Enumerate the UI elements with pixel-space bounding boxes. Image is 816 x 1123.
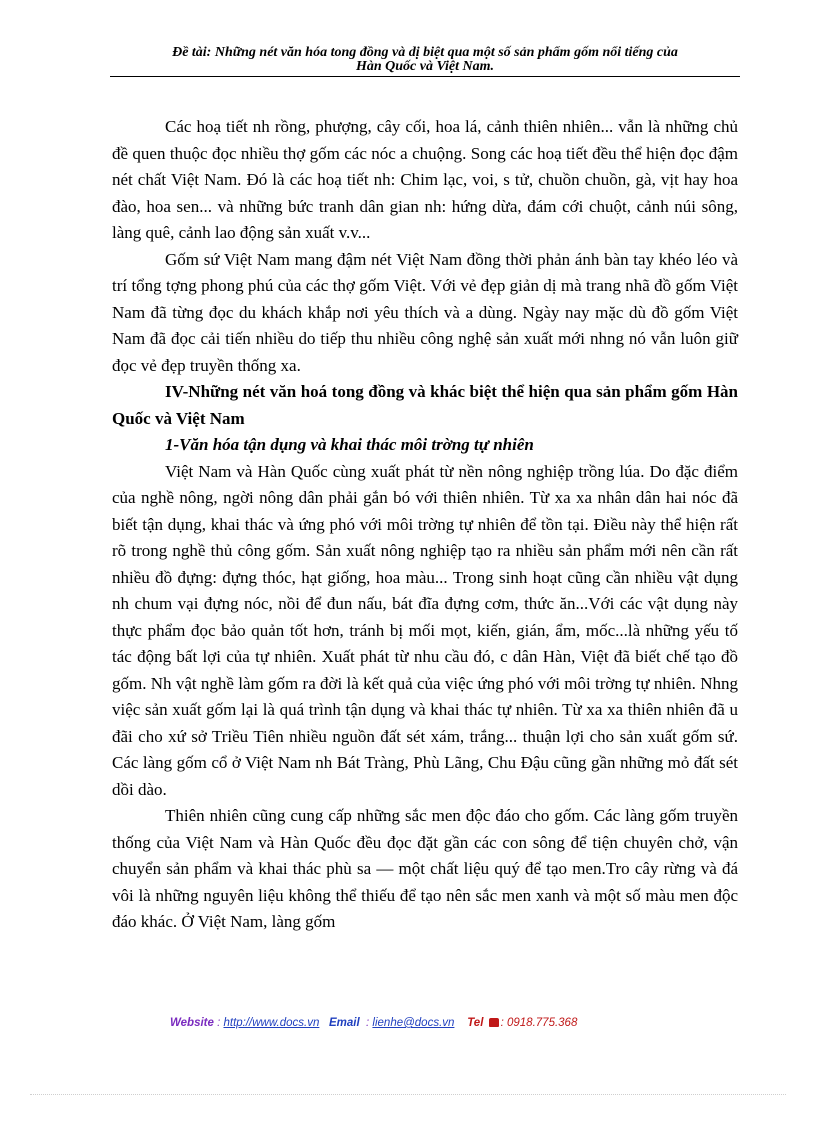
page-bottom-border xyxy=(30,1094,786,1095)
footer-website-label: Website xyxy=(170,1017,214,1029)
footer-tel-label: Tel xyxy=(467,1017,484,1029)
footer-email-label: Email xyxy=(328,1017,360,1029)
header-title-line1: Đề tài: Những nét văn hóa tong đồng và dị biệt qua một số sản phẩm gốm nổi tiếng của xyxy=(172,45,678,60)
paragraph-agriculture-origins: Việt Nam và Hàn Quốc cùng xuất phát từ nền nông nghiệp trồng lúa. Do đặc điểm của nghề nông, ngời nông dân phải gắn bó với thiên nhiên. Từ xa xa nhân dân hai nóc đã biết tận dụng, khai thác và ứng phó với môi trờng tự nhiên để tồn tại. Điều này thể hiện rất rõ trong nghề thủ công gốm. Sản xuất nông nghiệp tạo ra nhiều sản phẩm mới nên cần rất nhiều đồ đựng: đựng thóc, hạt giống, hoa màu... Trong sinh hoạt cũng cần nhiều vật dụng nh chum vại đựng nóc, nồi để đun nấu, bát đĩa đựng cơm, thức ăn...Với các vật dụng này thực phẩm đọc bảo quản tốt hơn, tránh bị mối mọt, kiến, gián, ẩm, mốc...là những yếu tố tác động bất lợi của tự nhiên. Xuất phát từ nhu cầu đó, c dân Hàn, Việt đã biết chế tạo đồ gốm. Nh vật nghề làm gốm ra đời là kết quả của việc ứng phó với môi trờng tự nhiên. Nhng việc sản xuất gốm lại là quá trình tận dụng và khai thác tự nhiên. Từ xa xa thiên nhiên đã u đãi cho xứ sở Triều Tiên nhiều nguồn đất sét xám, trắng... thuận lợi cho sản xuất gốm sứ. Các làng gốm cổ ở Việt Nam nh Bát Tràng, Phù Lãng, Chu Đậu cũng gần những mỏ đất sét dồi dào. xyxy=(112,461,738,799)
footer-tel-number: 0918.775.368 xyxy=(507,1017,578,1029)
header-divider xyxy=(110,76,740,77)
section-subheading: 1-Văn hóa tận dụng và khai thác môi trờng tự nhiên xyxy=(165,435,534,454)
paragraph-glaze-materials: Thiên nhiên cũng cung cấp những sắc men độc đáo cho gốm. Các làng gốm truyền thống của Việt Nam và Hàn Quốc đều đọc đặt gần các con sông để tiện chuyên chở, vận chuyển sản phẩm và khai thác phù sa — một chất liệu quý để tạo men.Tro cây rừng và đá vôi là những nguyên liệu không thể thiếu để tạo nên sắc men xanh và một số màu men độc đáo khác. Ở Việt Nam, làng gốm xyxy=(112,806,738,931)
paragraph-decorative-motifs: Các hoạ tiết nh rồng, phượng, cây cối, hoa lá, cảnh thiên nhiên... vẫn là những chủ đề quen thuộc đọc nhiều thợ gốm các nóc a chuộng. Song các hoạ tiết đều thể hiện đọc đậm nét chất Việt Nam. Đó là các hoạ tiết nh: Chim lạc, voi, s tử, chuồn chuồn, gà, vịt hay hoa đào, hoa sen... và những bức tranh dân gian nh: hứng dừa, đám cới chuột, cảnh núi sông, làng quê, cảnh lao động sản xuất v.v... xyxy=(112,117,738,242)
header-title-line2: Hàn Quốc và Việt Nam. xyxy=(355,59,495,74)
page-header xyxy=(110,46,740,74)
paragraph-vietnamese-ceramics: Gốm sứ Việt Nam mang đậm nét Việt Nam đồng thời phản ánh bàn tay khéo léo và trí tổng tợng phong phú của các thợ gốm Việt. Với vẻ đẹp giản dị mà trang nhã đồ gốm Việt Nam đã từng đọc du khách khắp nơi yêu thích và a dùng. Ngày nay mặc dù đồ gốm Việt Nam đã đọc cải tiến nhiều do tiếp thu nhiều công nghệ sản xuất mới nhng nó vẫn luôn giữ đọc vẻ đẹp truyền thống xa. xyxy=(112,249,738,375)
document-body xyxy=(112,114,738,936)
footer-website-link[interactable]: http://www.docs.vn xyxy=(223,1017,320,1029)
page-footer: Website : http://www.docs.vn Email : lienhe@docs.vn Tel : 0918.775.368 xyxy=(170,1017,578,1029)
footer-email-link[interactable]: lienhe@docs.vn xyxy=(372,1017,455,1029)
section-heading: IV-Những nét văn hoá tong đồng và khác biệt thể hiện qua sản phẩm gốm Hàn Quốc và Việt Nam xyxy=(112,382,738,428)
phone-icon xyxy=(489,1018,499,1027)
